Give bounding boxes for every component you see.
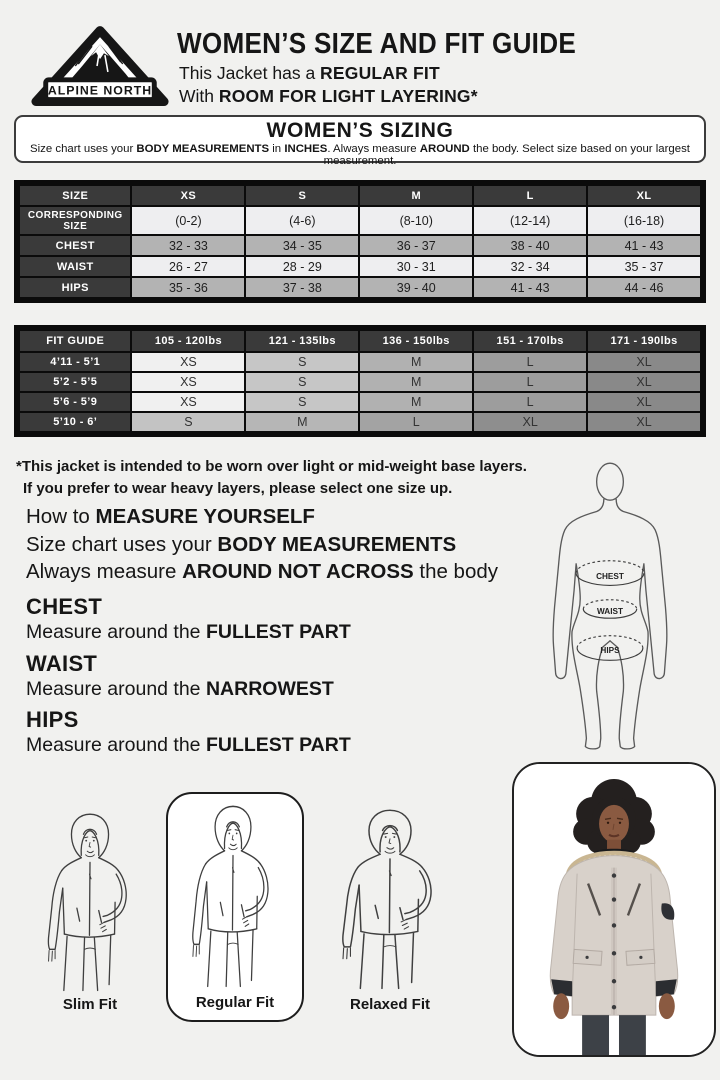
fit_guide-row-label: 5’2 - 5’5 xyxy=(19,372,131,392)
measure-item-name: WAIST xyxy=(26,651,98,676)
size_chart-row-label: HIPS xyxy=(19,277,131,298)
size_chart-cell: 30 - 31 xyxy=(359,256,473,277)
fit_guide-cell: S xyxy=(131,412,245,432)
regular-fit-label: Regular Fit xyxy=(195,994,275,1011)
size_chart-row-label: CHEST xyxy=(19,235,131,256)
fit_guide-cell: XS xyxy=(131,372,245,392)
fit-guide-table xyxy=(18,329,702,433)
fit_guide-row-label: 5’6 - 5’9 xyxy=(19,392,131,412)
fit_guide-header-2: 121 - 135lbs xyxy=(245,330,359,352)
size_chart-cell: (12-14) xyxy=(473,206,587,235)
womens-sizing-banner xyxy=(14,115,706,167)
fit_guide-cell: XL xyxy=(587,372,701,392)
fit_guide-cell: L xyxy=(473,392,587,412)
measure-item-name: CHEST xyxy=(26,594,103,619)
fit_guide-cell: S xyxy=(245,372,359,392)
slim-fit-figure xyxy=(30,806,150,994)
figure-head xyxy=(597,463,624,500)
fit_guide-cell: S xyxy=(245,392,359,412)
footnote-line-2: If you prefer to wear heavy layers, please select one size up. xyxy=(23,480,453,497)
fit_guide-header-0: FIT GUIDE xyxy=(19,330,131,352)
fit_guide-cell: XL xyxy=(587,352,701,372)
model-hand xyxy=(659,993,675,1019)
size_chart-row-label: CORRESPONDING SIZE xyxy=(19,206,131,235)
slim-fit-label: Slim Fit xyxy=(62,996,118,1013)
fit_guide-header-5: 171 - 190lbs xyxy=(587,330,701,352)
waist-ring-label: WAIST xyxy=(597,607,623,617)
size_chart-cell: 41 - 43 xyxy=(587,235,701,256)
fit_guide-cell: XL xyxy=(473,412,587,432)
fit_guide-cell: M xyxy=(245,412,359,432)
measure-item-desc: Measure around the NARROWEST xyxy=(26,678,334,700)
size-chart-table xyxy=(18,184,702,299)
size_chart-header-2: S xyxy=(245,185,359,206)
page-title: WOMEN’S SIZE AND FIT GUIDE xyxy=(177,28,577,60)
size_chart-cell: (0-2) xyxy=(131,206,245,235)
fit_guide-cell: XL xyxy=(587,412,701,432)
fit_guide-cell: L xyxy=(473,352,587,372)
size_chart-cell: 32 - 34 xyxy=(473,256,587,277)
footnote-line-1: *This jacket is intended to be worn over light or mid-weight base layers. xyxy=(16,458,527,475)
measure-item-hips xyxy=(26,707,351,757)
size_chart-cell: 39 - 40 xyxy=(359,277,473,298)
parka-coat xyxy=(550,856,678,1015)
fit-subtitle: This Jacket has a REGULAR FIT xyxy=(179,63,440,83)
size_chart-header-4: L xyxy=(473,185,587,206)
size-chart-table-wrap xyxy=(14,180,706,303)
size_chart-cell: (16-18) xyxy=(587,206,701,235)
fit_guide-cell: L xyxy=(473,372,587,392)
fit_guide-header-4: 151 - 170lbs xyxy=(473,330,587,352)
size_chart-header-3: M xyxy=(359,185,473,206)
size_chart-cell: 26 - 27 xyxy=(131,256,245,277)
fit-guide-table-wrap xyxy=(14,325,706,437)
layering-footnote xyxy=(16,456,527,500)
measure-item-desc: Measure around the FULLEST PART xyxy=(26,734,351,756)
size_chart-header-1: XS xyxy=(131,185,245,206)
fit_guide-row-label: 4’11 - 5’1 xyxy=(19,352,131,372)
fit_guide-cell: XS xyxy=(131,352,245,372)
fit_guide-header-1: 105 - 120lbs xyxy=(131,330,245,352)
measure-item-name: HIPS xyxy=(26,707,79,732)
fit_guide-cell: M xyxy=(359,352,473,372)
fit_guide-header-3: 136 - 150lbs xyxy=(359,330,473,352)
measure-intro-line: Always measure AROUND NOT ACROSS the body xyxy=(26,560,499,583)
size_chart-cell: 35 - 37 xyxy=(587,256,701,277)
chest-ring-label: CHEST xyxy=(596,572,624,582)
logo-brand-text: ALPINE NORTH xyxy=(47,83,153,98)
relaxed-fit-figure xyxy=(322,802,458,992)
sizing-banner-title: WOMEN’S SIZING xyxy=(266,119,454,142)
fit_guide-cell: L xyxy=(359,412,473,432)
hips-ring-label: HIPS xyxy=(600,646,620,656)
measure-item-desc: Measure around the FULLEST PART xyxy=(26,621,351,643)
size_chart-cell: 44 - 46 xyxy=(587,277,701,298)
regular-fit-card xyxy=(166,792,304,1022)
fit_guide-cell: M xyxy=(359,392,473,412)
size_chart-header-5: XL xyxy=(587,185,701,206)
size_chart-header-0: SIZE xyxy=(19,185,131,206)
fit_guide-row-label: 5’10 - 6’ xyxy=(19,412,131,432)
size_chart-cell: 35 - 36 xyxy=(131,277,245,298)
size_chart-cell: 36 - 37 xyxy=(359,235,473,256)
fit_guide-cell: XS xyxy=(131,392,245,412)
measure-item-waist xyxy=(26,651,334,701)
alpine-north-logo xyxy=(26,22,174,114)
measure-intro-line: How to MEASURE YOURSELF xyxy=(26,505,315,528)
measurement-rings xyxy=(576,561,644,661)
relaxed-fit-label: Relaxed Fit xyxy=(349,996,431,1013)
size_chart-cell: 34 - 35 xyxy=(245,235,359,256)
figure-body-outline xyxy=(553,499,667,749)
fit_guide-cell: S xyxy=(245,352,359,372)
model-hand xyxy=(553,993,569,1019)
regular-fit-figure xyxy=(175,798,291,990)
measure-intro xyxy=(26,503,498,586)
body-measurement-diagram xyxy=(505,455,715,763)
size_chart-cell: (8-10) xyxy=(359,206,473,235)
product-photo-card xyxy=(512,762,716,1057)
layering-subtitle: With ROOM FOR LIGHT LAYERING* xyxy=(179,86,478,106)
measure-intro-line: Size chart uses your BODY MEASUREMENTS xyxy=(26,532,457,556)
size_chart-cell: 41 - 43 xyxy=(473,277,587,298)
size_chart-cell: 32 - 33 xyxy=(131,235,245,256)
size_chart-row-label: WAIST xyxy=(19,256,131,277)
sizing-banner-description: Size chart uses your BODY MEASUREMENTS in INCHES. Always measure AROUND the body. Select size based on your largest measurement. xyxy=(30,143,690,167)
fit_guide-cell: XL xyxy=(587,392,701,412)
size_chart-cell: 37 - 38 xyxy=(245,277,359,298)
product-photo xyxy=(514,764,714,1055)
size_chart-cell: 38 - 40 xyxy=(473,235,587,256)
measure-item-chest xyxy=(26,594,351,644)
size_chart-cell: 28 - 29 xyxy=(245,256,359,277)
size_chart-cell: (4-6) xyxy=(245,206,359,235)
fit_guide-cell: M xyxy=(359,372,473,392)
